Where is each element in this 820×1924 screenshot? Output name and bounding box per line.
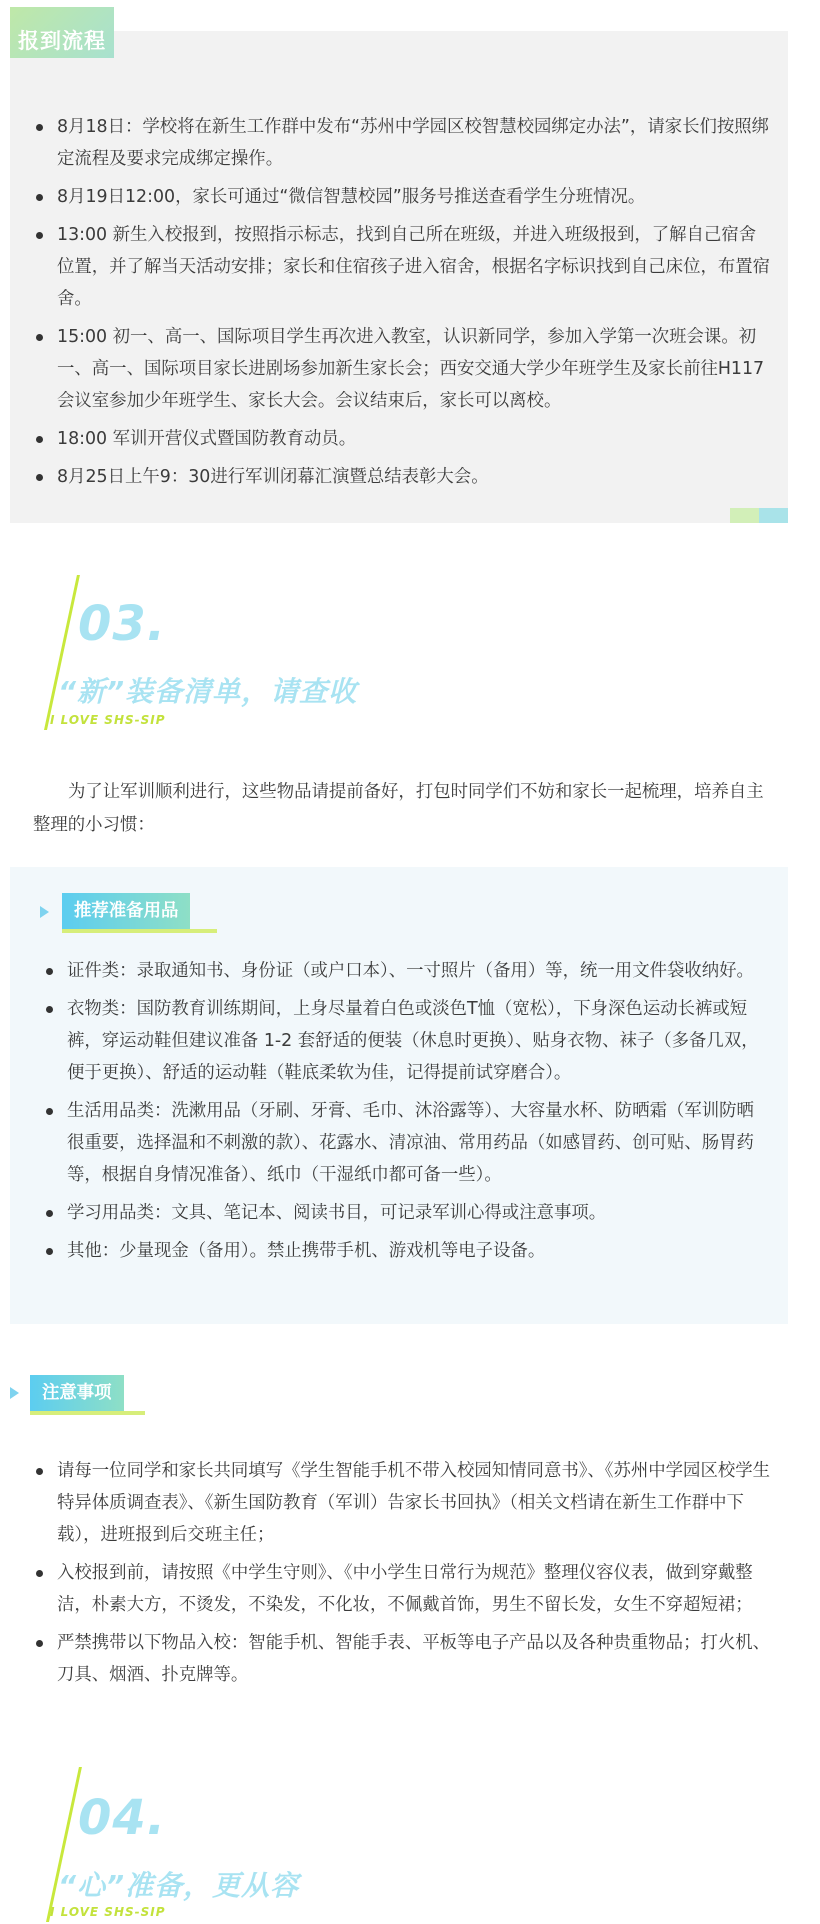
notes-label-underline	[30, 1411, 145, 1415]
process-tag-title: 报到流程	[18, 29, 106, 53]
triangle-marker-icon	[10, 1387, 19, 1399]
items-label-underline	[62, 929, 217, 933]
items-list	[43, 955, 763, 1273]
items-list-item: 证件类：录取通知书、身份证（或户口本）、一寸照片（备用）等，统一用文件袋收纳好。	[43, 955, 763, 987]
notes-list	[33, 1455, 778, 1697]
notes-list-item: 请每一位同学和家长共同填写《学生智能手机不带入校园知情同意书》、《苏州中学园区校学生特异体质调查表》、《新生国防教育（军训）告家长书回执》（相关文档请在新生工作群中下载），进班报到后交班主任；	[33, 1455, 778, 1551]
process-item: 15:00 初一、高一、国际项目学生再次进入教室，认识新同学，参加入学第一次班会课。初一、高一、国际项目家长进剧场参加新生家长会；西安交通大学少年班学生及家长前往H117会议室参加少年班学生、家长大会。会议结束后，家长可以离校。	[33, 321, 773, 417]
items-list-item: 生活用品类：洗漱用品（牙刷、牙膏、毛巾、沐浴露等）、大容量水杯、防晒霜（军训防晒很重要，选择温和不刺激的款）、花露水、清凉油、常用药品（如感冒药、创可贴、肠胃药等，根据自身情况准备）、纸巾（干湿纸巾都可备一些）。	[43, 1095, 763, 1191]
section-04-number: 04.	[78, 1790, 167, 1846]
notes-list-item: 入校报到前，请按照《中学生守则》、《中小学生日常行为规范》整理仪容仪表，做到穿戴整洁，朴素大方，不烫发，不染发，不化妆，不佩戴首饰，男生不留长发，女生不穿超短裙；	[33, 1557, 778, 1621]
section-03-subtitle: I LOVE SHS-SIP	[50, 713, 166, 727]
items-list-item: 学习用品类：文具、笔记本、阅读书目，可记录军训心得或注意事项。	[43, 1197, 763, 1229]
process-item: 8月19日12:00，家长可通过“微信智慧校园”服务号推送查看学生分班情况。	[33, 181, 773, 213]
section-04-subtitle: I LOVE SHS-SIP	[50, 1905, 166, 1919]
panel-corner-decoration	[730, 508, 788, 523]
section-03-intro: 为了让军训顺利进行，这些物品请提前备好，打包时同学们不妨和家长一起梳理，培养自主整理的小习惯：	[33, 782, 764, 835]
process-item: 8月25日上午9：30进行军训闭幕汇演暨总结表彰大会。	[33, 461, 773, 493]
notes-list-item: 严禁携带以下物品入校：智能手机、智能手表、平板等电子产品以及各种贵重物品；打火机、刀具、烟酒、扑克牌等。	[33, 1627, 778, 1691]
notes-label: 注意事项	[30, 1375, 124, 1411]
process-item: 18:00 军训开营仪式暨国防教育动员。	[33, 423, 773, 455]
section-04-title: “心”准备，更从容	[58, 1869, 300, 1902]
items-list-item: 其他：少量现金（备用）。禁止携带手机、游戏机等电子设备。	[43, 1235, 763, 1267]
process-item: 13:00 新生入校报到，按照指示标志，找到自己所在班级，并进入班级报到，了解自己宿舍位置，并了解当天活动安排；家长和住宿孩子进入宿舍，根据名字标识找到自己床位，布置宿舍。	[33, 219, 773, 315]
section-03-title: “新”装备清单，请查收	[58, 675, 358, 708]
process-item: 8月18日：学校将在新生工作群中发布“苏州中学园区校智慧校园绑定办法”，请家长们按照绑定流程及要求完成绑定操作。	[33, 111, 773, 175]
process-list	[33, 111, 773, 499]
items-label: 推荐准备用品	[62, 893, 190, 929]
items-list-item: 衣物类：国防教育训练期间，上身尽量着白色或淡色T恤（宽松），下身深色运动长裤或短裤，穿运动鞋但建议准备 1-2 套舒适的便装（休息时更换）、贴身衣物、袜子（多备几双，便于更换）、舒适的运动鞋（鞋底柔软为佳，记得提前试穿磨合）。	[43, 993, 763, 1089]
triangle-marker-icon	[40, 906, 49, 918]
section-03-number: 03.	[78, 596, 167, 652]
